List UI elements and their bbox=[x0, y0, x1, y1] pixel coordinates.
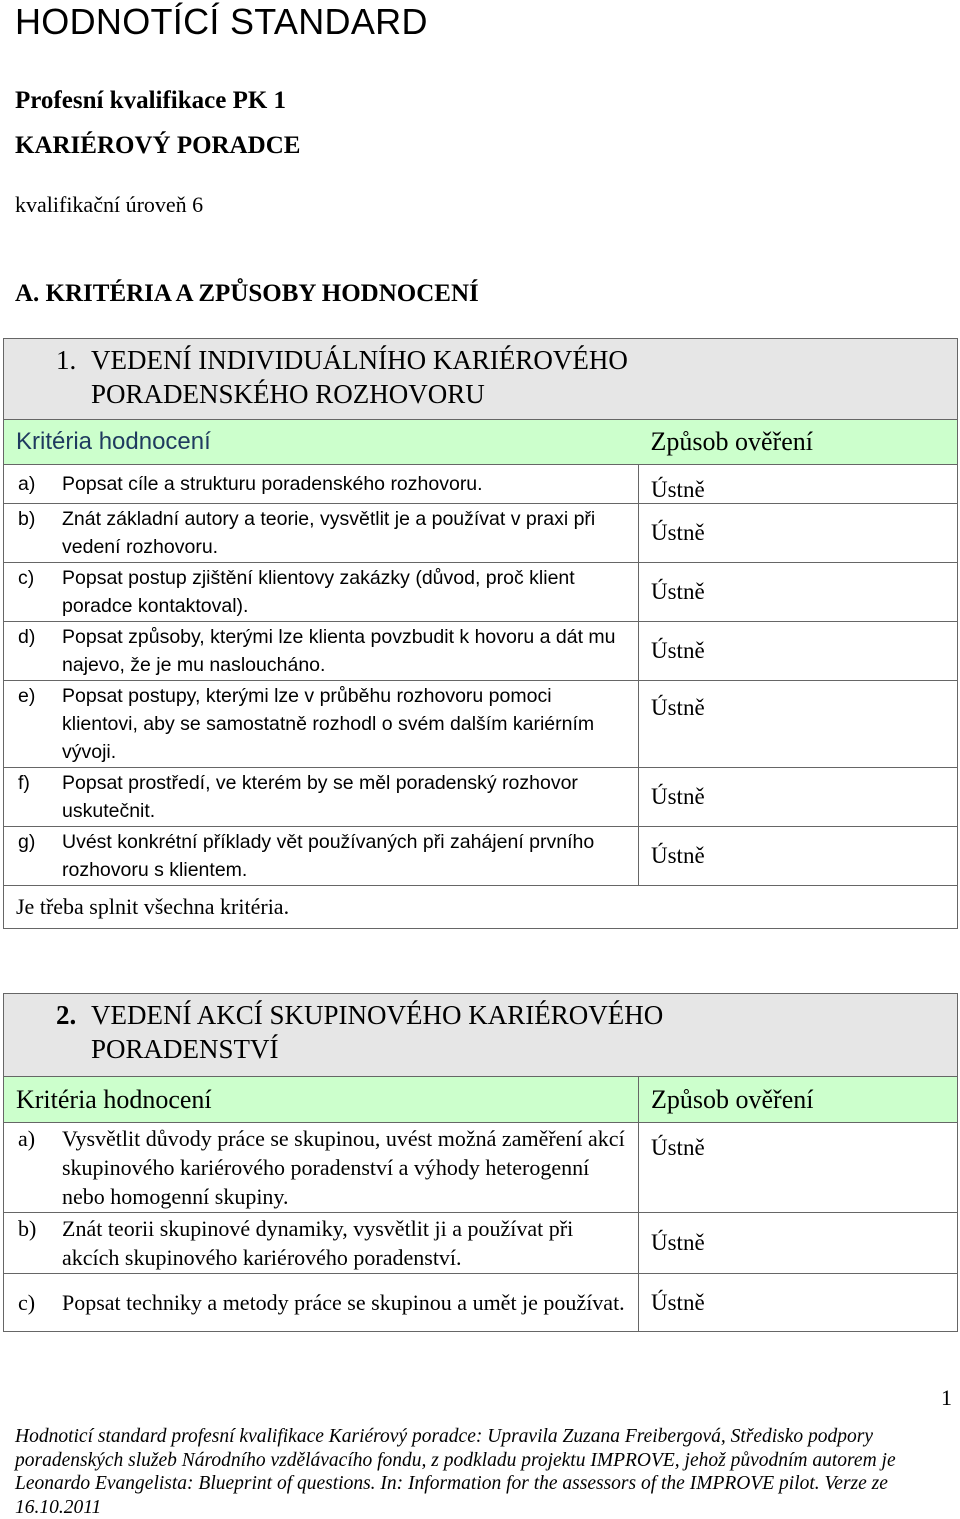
page-number: 1 bbox=[941, 1385, 952, 1410]
table-1-title-line1: VEDENÍ INDIVIDUÁLNÍHO KARIÉROVÉHO bbox=[91, 345, 628, 375]
table-row bbox=[4, 563, 958, 622]
row-method: Ústně bbox=[639, 622, 958, 681]
row-letter: b) bbox=[18, 1216, 37, 1241]
table-1-criteria-header: Kritéria hodnocení bbox=[4, 420, 639, 465]
qualification-line: Profesní kvalifikace PK 1 bbox=[15, 87, 287, 114]
section-heading: A. KRITÉRIA A ZPŮSOBY HODNOCENÍ bbox=[15, 280, 479, 307]
row-criterion: Popsat prostředí, ve kterém by se měl poradenský rozhovor uskutečnit. bbox=[62, 772, 578, 822]
table-1-number: 1. bbox=[56, 345, 77, 375]
table-1-heading bbox=[4, 339, 958, 420]
row-criterion: Vysvětlit důvody práce se skupinou, uvést možná zaměření akcí skupinového kariérového poradenství a výhody heterogenní nebo homogenní skupiny. bbox=[62, 1126, 625, 1209]
row-letter: a) bbox=[18, 1126, 36, 1151]
row-criterion: Popsat postup zjištění klientovy zakázky (důvod, proč klient poradce kontaktoval). bbox=[62, 567, 575, 617]
table-2-criteria-header: Kritéria hodnocení bbox=[4, 1077, 639, 1123]
row-criterion: Popsat techniky a metody práce se skupinou a umět je používat. bbox=[62, 1290, 625, 1315]
table-row bbox=[4, 681, 958, 768]
criteria-table-2 bbox=[3, 993, 958, 1332]
row-criterion: Popsat způsoby, kterými lze klienta povzbudit k hovoru a dát mu najevo, že je mu nasloucháno. bbox=[62, 626, 616, 676]
table-row bbox=[4, 1123, 958, 1213]
table-2-number: 2. bbox=[56, 1000, 77, 1030]
table-2-method-header: Způsob ověření bbox=[639, 1077, 958, 1123]
table-row bbox=[4, 1213, 958, 1274]
row-method: Ústně bbox=[639, 563, 958, 622]
row-criterion: Znát základní autory a teorie, vysvětlit je a používat v praxi při vedení rozhovoru. bbox=[62, 508, 596, 558]
table-row bbox=[4, 827, 958, 886]
qualification-name: KARIÉROVÝ PORADCE bbox=[15, 132, 301, 159]
document-title: HODNOTÍCÍ STANDARD bbox=[15, 1, 428, 42]
qualification-level: kvalifikační úroveň 6 bbox=[15, 192, 204, 217]
row-method: Ústně bbox=[639, 681, 958, 768]
row-method: Ústně bbox=[639, 1213, 958, 1274]
row-letter: g) bbox=[18, 831, 36, 853]
table-2-title-line1: VEDENÍ AKCÍ SKUPINOVÉHO KARIÉROVÉHO bbox=[91, 1000, 664, 1030]
row-letter: d) bbox=[18, 626, 36, 648]
row-letter: c) bbox=[18, 567, 35, 589]
table-row bbox=[4, 1274, 958, 1332]
row-letter: f) bbox=[18, 772, 30, 794]
row-criterion: Popsat postupy, kterými lze v průběhu rozhovoru pomoci klientovi, aby se samostatně rozhodl o svém dalším kariérním vývoji. bbox=[62, 685, 595, 763]
row-letter: a) bbox=[18, 473, 36, 495]
table-1-method-header: Způsob ověření bbox=[639, 420, 958, 465]
table-1-title-line2: PORADENSKÉHO ROZHOVORU bbox=[91, 379, 485, 409]
row-criterion: Znát teorii skupinové dynamiky, vysvětlit ji a používat při akcích skupinového kariérového poradenství. bbox=[62, 1216, 574, 1270]
row-method: Ústně bbox=[639, 827, 958, 886]
row-method: Ústně bbox=[639, 504, 958, 563]
table-row bbox=[4, 465, 958, 504]
criteria-table-1 bbox=[3, 338, 958, 929]
row-criterion: Popsat cíle a strukturu poradenského rozhovoru. bbox=[62, 473, 483, 495]
page-footer: Hodnoticí standard profesní kvalifikace Kariérový poradce: Upravila Zuzana Freibergová, Středisko podpory poradenských služeb Národního vzdělávacího fondu, z podkladu projektu IMPROVE, jehož původním autorem je Leonardo Evangelista: Blueprint of questions. In: Information for the assessors of the IMPROVE pilot. Verze ze 16.10.2011 bbox=[15, 1426, 896, 1518]
table-row bbox=[4, 622, 958, 681]
row-method: Ústně bbox=[639, 768, 958, 827]
row-method: Ústně bbox=[639, 465, 958, 504]
table-row bbox=[4, 768, 958, 827]
row-letter: e) bbox=[18, 685, 36, 707]
row-letter: c) bbox=[18, 1290, 36, 1315]
table-1-note: Je třeba splnit všechna kritéria. bbox=[4, 886, 958, 929]
table-row bbox=[4, 504, 958, 563]
table-2-title-line2: PORADENSTVÍ bbox=[91, 1034, 279, 1064]
row-criterion: Uvést konkrétní příklady vět používaných při zahájení prvního rozhovoru s klientem. bbox=[62, 831, 595, 881]
row-method: Ústně bbox=[639, 1274, 958, 1332]
row-method: Ústně bbox=[639, 1123, 958, 1213]
table-2-heading bbox=[4, 994, 958, 1077]
row-letter: b) bbox=[18, 508, 36, 530]
